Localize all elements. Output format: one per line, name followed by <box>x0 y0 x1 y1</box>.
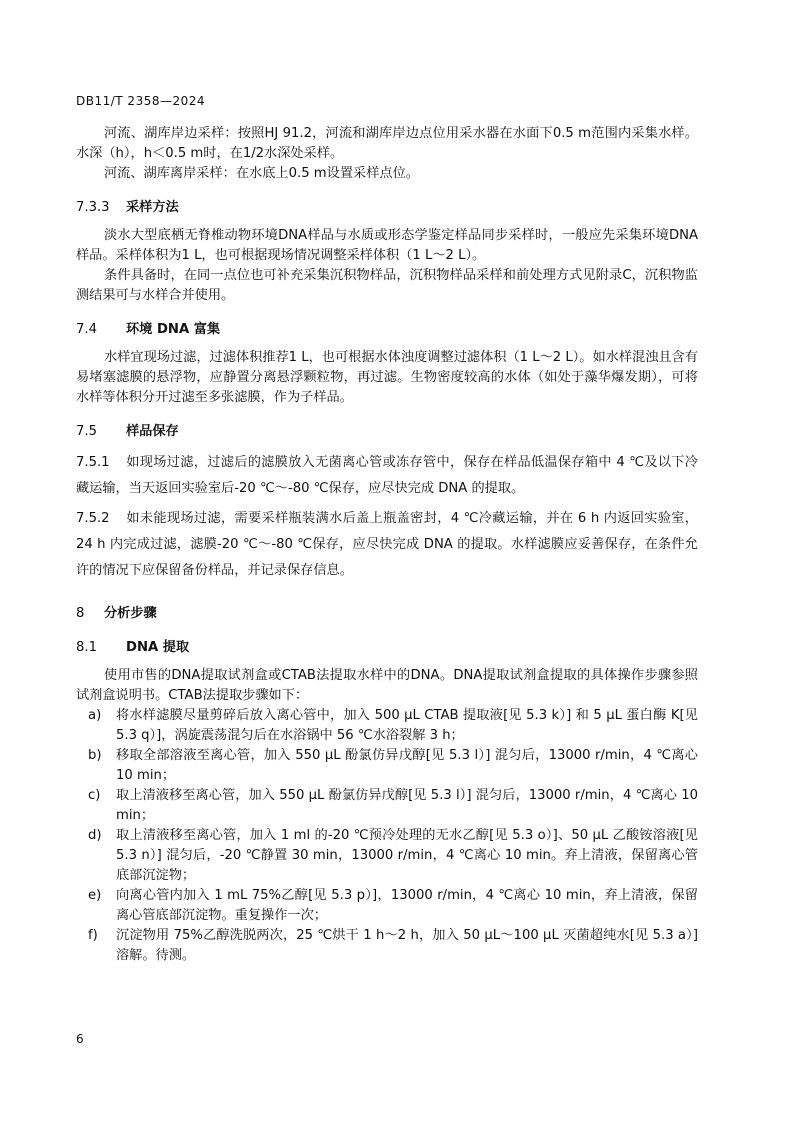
list-item-label: e) <box>88 888 102 903</box>
paragraph-7-5-1 <box>76 450 698 502</box>
list-item <box>76 886 698 926</box>
list-item-label: a) <box>88 708 102 723</box>
list-item <box>76 926 698 966</box>
clause-text: 如未能现场过滤，需要采样瓶装满水后盖上瓶盖密封，4 ℃冷藏运输，并在 6 h 内返回实验室，24 h 内完成过滤，滤膜-20 ℃～-80 ℃保存，应尽快完成 DNA 的提取。水样滤膜应妥善保存，在条件允许的情况下应保留备份样品，并记录保存信息。 <box>76 511 698 578</box>
section-number: 7.4 <box>76 322 97 337</box>
list-item <box>76 826 698 886</box>
heading-7-3-3 <box>76 198 698 218</box>
list-item <box>76 706 698 746</box>
heading-8-1 <box>76 638 698 658</box>
list-item-text: 向离心管内加入 1 mL 75%乙醇[见 5.3 p）]，13000 r/min，4 ℃离心 10 min，弃上清液，保留离心管底部沉淀物。重复操作一次； <box>116 888 698 923</box>
paragraph-7-5-2 <box>76 506 698 584</box>
heading-7-4 <box>76 320 698 340</box>
heading-8 <box>76 604 698 624</box>
list-item <box>76 786 698 826</box>
section-title: 样品保存 <box>126 424 179 439</box>
list-item <box>76 746 698 786</box>
clause-number: 7.5.2 <box>76 511 110 526</box>
document-body <box>76 124 698 966</box>
list-item-label: b) <box>88 748 102 763</box>
page-number: 6 <box>76 1032 84 1046</box>
section-title: 环境 DNA 富集 <box>126 322 221 337</box>
list-item-label: f) <box>88 928 98 943</box>
section-title: DNA 提取 <box>126 640 190 655</box>
paragraph-sampling-method: 淡水大型底栖无脊椎动物环境DNA样品与水质或形态学鉴定样品同步采样时，一般应先采集环境DNA样品。采样体积为1 L，也可根据现场情况调整采样体积（1 L～2 L）。 <box>76 228 698 263</box>
list-item-label: d) <box>88 828 102 843</box>
list-item-text: 将水样滤膜尽量剪碎后放入离心管中，加入 500 μL CTAB 提取液[见 5.3 k）] 和 5 μL 蛋白酶 K[见 5.3 q）]，涡旋震荡混匀后在水浴锅中 56 ℃水浴裂解 3 h； <box>116 708 698 743</box>
paragraph-shore-sampling: 河流、湖库岸边采样：按照HJ 91.2，河流和湖库岸边点位用采水器在水面下0.5 m范围内采集水样。水深（h），h＜0.5 m时，在1/2水深处采样。 <box>76 126 698 161</box>
list-item-text: 沉淀物用 75%乙醇洗脱两次，25 ℃烘干 1 h～2 h，加入 50 μL～100 μL 灭菌超纯水[见 5.3 a）] 溶解。待测。 <box>116 928 698 963</box>
list-item-text: 取上清液移至离心管，加入 1 ml 的-20 ℃预冷处理的无水乙醇[见 5.3 o）]、50 μL 乙酸铵溶液[见 5.3 n）] 混匀后，-20 ℃静置 30 min，13000 r/min，4 ℃离心 10 min。弃上清液，保留离心管底部沉淀物； <box>116 828 698 883</box>
section-number: 8.1 <box>76 640 97 655</box>
paragraph-offshore-sampling: 河流、湖库离岸采样：在水底上0.5 m设置采样点位。 <box>104 166 419 181</box>
chapter-title: 分析步骤 <box>104 606 157 621</box>
clause-text: 如现场过滤，过滤后的滤膜放入无菌离心管或冻存管中，保存在样品低温保存箱中 4 ℃及以下冷藏运输，当天返回实验室后-20 ℃～-80 ℃保存，应尽快完成 DNA 的提取。 <box>76 455 698 496</box>
clause-number: 7.5.1 <box>76 455 110 470</box>
list-item-text: 取上清液移至离心管，加入 550 μL 酚氯仿异戊醇[见 5.3 l）] 混匀后，13000 r/min，4 ℃离心 10 min； <box>116 788 698 823</box>
section-title: 采样方法 <box>126 200 179 215</box>
list-item-text: 移取全部溶液至离心管，加入 550 μL 酚氯仿异戊醇[见 5.3 l）] 混匀后，13000 r/min，4 ℃离心 10 min； <box>116 748 698 783</box>
paragraph-dna-enrichment: 水样宜现场过滤，过滤体积推荐1 L，也可根据水体浊度调整过滤体积（1 L～2 L）。如水样混浊且含有易堵塞滤膜的悬浮物，应静置分离悬浮颗粒物，再过滤。生物密度较高的水体（如处于藻华爆发期），可将水样等体积分开过滤至多张滤膜，作为子样品。 <box>76 350 698 405</box>
paragraph-sediment-sampling: 条件具备时，在同一点位也可补充采集沉积物样品，沉积物样品采样和前处理方式见附录C，沉积物监测结果可与水样合并使用。 <box>76 268 698 303</box>
section-number: 7.5 <box>76 424 97 439</box>
list-item-label: c) <box>88 788 101 803</box>
chapter-number: 8 <box>76 606 85 621</box>
heading-7-5 <box>76 422 698 442</box>
document-id-header: DB11/T 2358—2024 <box>76 94 206 108</box>
section-number: 7.3.3 <box>76 200 110 215</box>
paragraph-dna-extraction-intro: 使用市售的DNA提取试剂盒或CTAB法提取水样中的DNA。DNA提取试剂盒提取的具体操作步骤参照试剂盒说明书。CTAB法提取步骤如下： <box>76 668 698 703</box>
